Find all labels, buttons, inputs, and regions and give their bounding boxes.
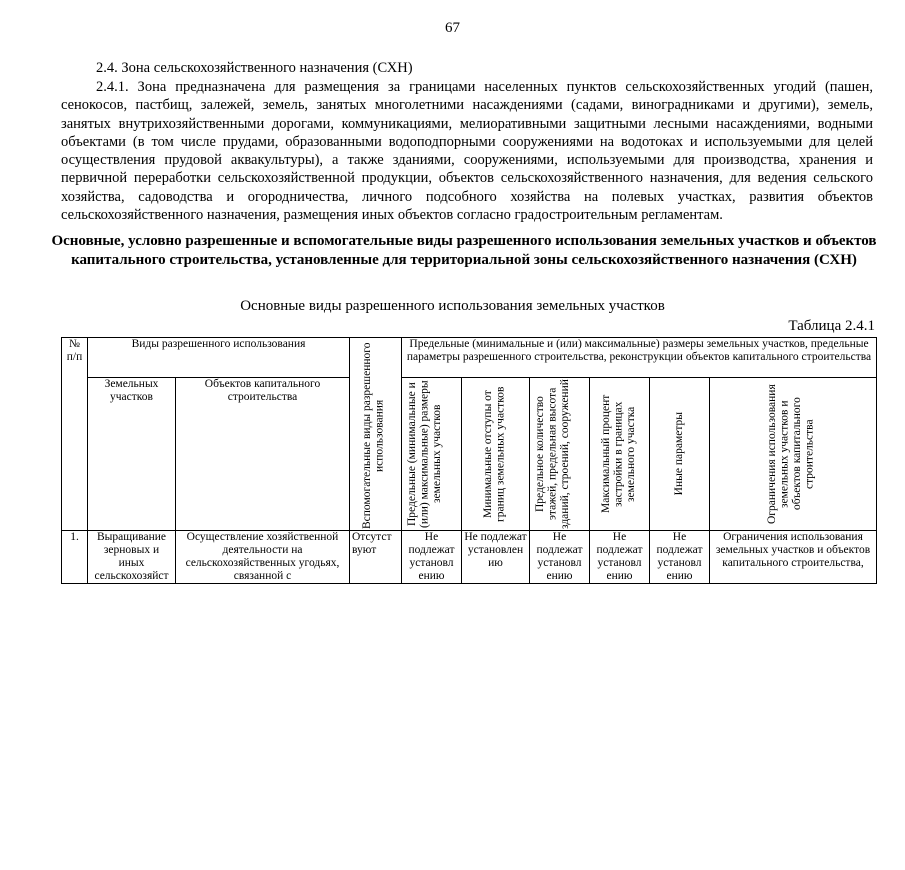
row-coverage: Не подлежат установл ению bbox=[590, 531, 650, 584]
row-auxiliary: Отсутст вуют bbox=[350, 531, 402, 584]
table-number: Таблица 2.4.1 bbox=[788, 318, 875, 334]
table-header-row-2 bbox=[62, 378, 877, 531]
row-capital-object: Осуществление хозяйственной деятельности на сельскохозяйственных угодьях, связанной с bbox=[176, 531, 350, 584]
row-other: Не подлежат установл ению bbox=[650, 531, 710, 584]
header-limits: Предельные (минимальные и (или) максимальные) размеры земельных участков, предельные параметры разрешенного строительства, реконструкции объектов капитального строительства bbox=[402, 338, 877, 378]
permitted-uses-table bbox=[61, 337, 877, 584]
header-setbacks: Минимальные отступы от границ земельных участков bbox=[462, 378, 530, 531]
header-capital-objects: Объектов капитального строительства bbox=[176, 378, 350, 531]
header-restrictions: Ограничения использования земельных участков и объектов капитального строительства bbox=[710, 378, 877, 531]
table-row bbox=[62, 531, 877, 584]
row-plot-sizes: Не подлежат установл ению bbox=[402, 531, 462, 584]
section-heading: 2.4. Зона сельскохозяйственного назначения (СХН) bbox=[96, 60, 413, 76]
row-land-plot: Выращивание зерновых и иных сельскохозяйст bbox=[88, 531, 176, 584]
page-number: 67 bbox=[445, 20, 460, 36]
header-num: № п/п bbox=[62, 338, 88, 531]
row-restrictions: Ограничения использования земельных участков и объектов капитального строительства, bbox=[710, 531, 877, 584]
header-other: Иные параметры bbox=[650, 378, 710, 531]
table-caption: Основные виды разрешенного использования земельных участков bbox=[240, 298, 665, 314]
header-plot-sizes: Предельные (минимальные и (или) максимальные) размеры земельных участков bbox=[402, 378, 462, 531]
row-floors-height: Не подлежат установл ению bbox=[530, 531, 590, 584]
zone-description-paragraph: 2.4.1. Зона предназначена для размещения за границами населенных пунктов сельскохозяйственных угодий (пашен, сенокосов, пастбищ, залежей, земель, занятых многолетними насаждениями (садами, виноградниками и другими), земель, занятых внутрихозяйственными дорогами, коммуникациями, мелиоративными защитными лесными насаждениями, водными объектами (в том числе прудами, образованными водоподпорными сооружениями на водотоках и используемыми для целей осуществления прудовой аквакультуры), а также зданиями, сооружениями, используемыми для производства, хранения и первичной переработки сельскохозяйственной продукции, объектов сельскохозяйственного назначения, для ведения сельского хозяйства, садоводства и огородничества, личного подсобного хозяйства на полевых участках, развития объектов сельскохозяйственного назначения, размещения иных объектов согласно градостроительным регламентам. bbox=[61, 79, 873, 224]
header-coverage: Максимальный процент застройки в границах земельного участка bbox=[590, 378, 650, 531]
table-header-row-1 bbox=[62, 338, 877, 378]
header-floors-height: Предельное количество этажей, предельная высота зданий, строений, сооружений bbox=[530, 378, 590, 531]
header-land-plots: Земельных участков bbox=[88, 378, 176, 531]
row-num: 1. bbox=[62, 531, 88, 584]
row-setbacks: Не подлежат установлен ию bbox=[462, 531, 530, 584]
header-auxiliary: Вспомогательные виды разрешенного использования bbox=[350, 338, 402, 531]
document-bold-title: Основные, условно разрешенные и вспомогательные виды разрешенного использования земельных участков и объектов капитального строительства, установленные для территориальной зоны сельскохозяйственного назначения (СХН) bbox=[51, 233, 877, 268]
header-permitted-uses: Виды разрешенного использования bbox=[88, 338, 350, 378]
